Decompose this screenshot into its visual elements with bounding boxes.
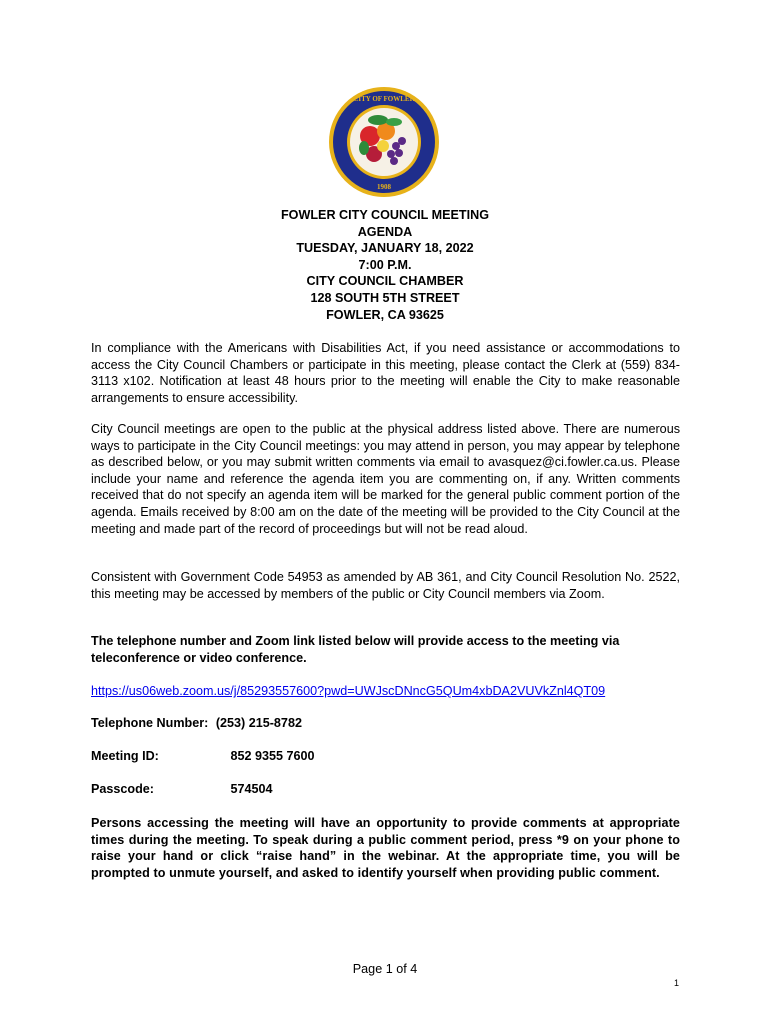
meeting-id-value: 852 9355 7600: [230, 749, 315, 763]
header-city: FOWLER, CA 93625: [326, 307, 444, 322]
passcode-row: [91, 781, 273, 798]
meeting-id-label: Meeting ID:: [91, 749, 159, 763]
telephone-row: [91, 715, 302, 732]
accessibility-paragraph: In compliance with the Americans with Disabilities Act, if you need assistance or accommodations to access the City Council Chambers or participate in this meeting, please contact the Clerk at (559) 834-3113 x102. Notification at least 48 hours prior to the meeting will enable the City to make reasonable arrangements to ensure accessibility.: [91, 341, 680, 405]
header-location: CITY COUNCIL CHAMBER: [306, 274, 464, 289]
government-code-paragraph: Consistent with Government Code 54953 as amended by AB 361, and City Council Resolution No. 2522, this meeting may be accessed by members of the public or City Council members via Zoom.: [91, 570, 680, 601]
header-time: 7:00 P.M.: [358, 257, 412, 272]
header-title: FOWLER CITY COUNCIL MEETING: [280, 208, 490, 222]
svg-text:CITY OF FOWLER: CITY OF FOWLER: [353, 95, 415, 103]
access-note-paragraph: The telephone number and Zoom link listed below will provide access to the meeting via teleconference or video conference.: [91, 634, 620, 665]
zoom-link[interactable]: https://us06web.zoom.us/j/85293557600?pwd=UWJscDNncG5QUm4xbDA2VUVkZnl4QT09: [91, 684, 606, 698]
meeting-header: [0, 207, 770, 323]
participation-paragraph: City Council meetings are open to the public at the physical address listed above. There are numerous ways to participate in the City Council meetings: you may attend in person, you may appear by telephone as described below, or you may submit written comments via email to avasquez@ci.fowler.ca.us. Please include your name and reference the agenda item you are commenting on, if any. Written comments received that do not specify an agenda item will be marked for the general public comment portion of the agenda. Emails received by 8:00 am on the date of the meeting will be provided to the City Council at the meeting and made part of the record of proceedings but will not be read aloud.: [91, 422, 680, 536]
page-footer: Page 1 of 4: [352, 962, 418, 976]
public-comment-paragraph: Persons accessing the meeting will have an opportunity to provide comments at appropriate times during the meeting. To speak during a public comment period, press *9 on your phone to raise your hand or click “raise hand” in the webinar. At the appropriate time, you will be prompted to unmute yourself, and asked to identify yourself when providing public comment.: [91, 816, 680, 880]
telephone-value: (253) 215-8782: [215, 716, 302, 730]
page-number: 1: [674, 978, 680, 988]
telephone-label: Telephone Number:: [91, 716, 209, 730]
passcode-value: 574504: [230, 782, 273, 796]
svg-text:1908: 1908: [377, 183, 391, 191]
header-date: TUESDAY, JANUARY 18, 2022: [296, 241, 474, 256]
city-seal-logo: [328, 86, 440, 198]
meeting-id-row: [91, 748, 315, 765]
header-street: 128 SOUTH 5TH STREET: [310, 290, 460, 305]
header-agenda: AGENDA: [357, 224, 413, 239]
passcode-label: Passcode:: [91, 782, 154, 796]
